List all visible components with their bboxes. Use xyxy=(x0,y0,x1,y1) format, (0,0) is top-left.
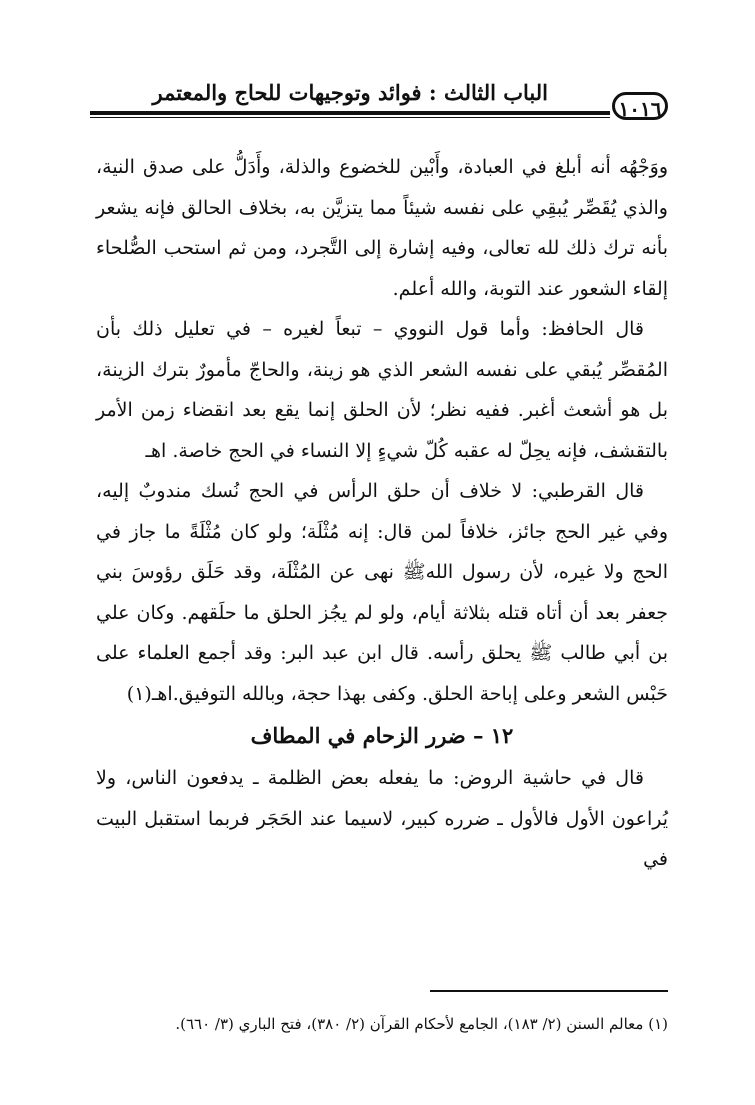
main-text xyxy=(96,147,668,880)
footnote: (١) معالم السنن (٢/ ١٨٣)، الجامع لأحكام القرآن (٢/ ٣٨٠)، فتح الباري (٣/ ٦٦٠). xyxy=(175,1015,668,1033)
header-rule xyxy=(90,111,610,118)
page-header xyxy=(90,78,668,121)
footnote-separator xyxy=(430,990,668,992)
chapter-title: الباب الثالث : فوائد وتوجيهات للحاج والمعتمر xyxy=(152,80,548,105)
page-number: ١٠١٦ xyxy=(612,92,668,120)
paragraph-2: قال الحافظ: وأما قول النووي – تبعاً لغيره – في تعليل ذلك بأن المُقصِّر يُبقي على نفسه الشعر الذي هو زينة، والحاجّ مأمورٌ بترك الزينة، بل هو أشعث أغبر. ففيه نظر؛ لأن الحلق إنما يقع بعد انقضاء زمن الأمر بالتقشف، فإنه يحِلّ له عقبه كُلّ شيءٍ إلا النساء في الحج خاصة. اهـ xyxy=(96,318,668,462)
section-heading: ١٢ – ضرر الزحام في المطاف xyxy=(250,723,514,748)
paragraph-3: قال القرطبي: لا خلاف أن حلق الرأس في الحج نُسك مندوبٌ إليه، وفي غير الحج جائز، خلافاً لمن قال: إنه مُثْلَة؛ ولو كان مُثْلَةً ما جاز في الحج ولا غيره، لأن رسول اللهﷺ نهى عن المُثْلَة، وقد حَلَق رؤوسَ بني جعفر بعد أن أتاه قتله بثلاثة أيام، ولو لم يجُز الحلق ما حلَقهم. وكان علي بن أبي طالب ﷺ يحلق رأسه. قال ابن عبد البر: وقد أجمع العلماء على حَبْس الشعر وعلى إباحة الحلق. وكفى بهذا حجة، وبالله التوفيق.اهـ(١) xyxy=(96,480,668,705)
paragraph-1: ووَجْهُه أنه أبلغ في العبادة، وأَبْين للخضوع والذلة، وأَدَلُّ على صدق النية، والذي يُقَصِّر يُبقِي على نفسه شيئاً مما يتزيَّن به، بخلاف الحالق فإنه يشعر بأنه ترك ذلك لله تعالى، وفيه إشارة إلى التَّجرد، ومن ثم استحب الصُّلحاء إلقاء الشعور عند التوبة، والله أعلم. xyxy=(96,156,668,300)
paragraph-4: قال في حاشية الروض: ما يفعله بعض الظلمة ـ يدفعون الناس، ولا يُراعون الأول فالأول ـ ضرره كبير، لاسيما عند الحَجَر فربما استقبل البيت في xyxy=(96,767,668,870)
